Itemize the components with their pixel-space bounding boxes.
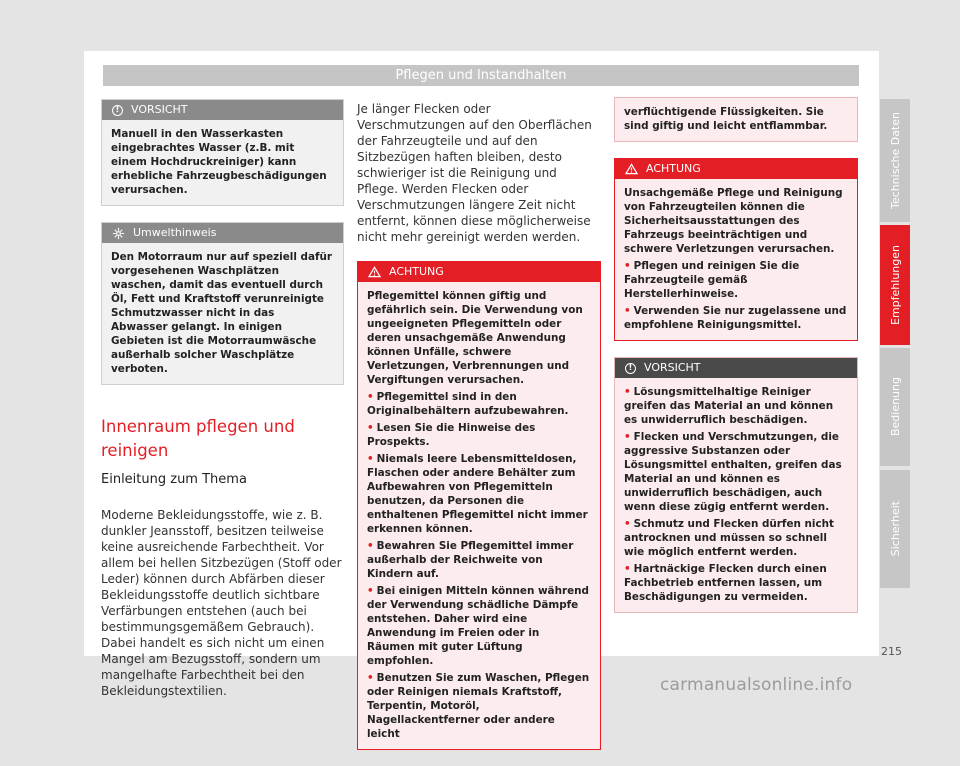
umwelt-label: Umwelthinweis [133, 226, 217, 239]
bullet-item: • Lesen Sie die Hinweise des Prospekts. [367, 422, 536, 448]
vorsicht-2-body [615, 378, 857, 612]
bullet-item: • Pflegen und reinigen Sie die Fahrzeugteile gemäß Herstellerhinweise. [624, 260, 800, 300]
tab-technische-daten[interactable]: Technische Daten [880, 99, 910, 222]
bullet-item: • Verwenden Sie nur zugelassene und empfohlene Reinigungsmittel. [624, 305, 847, 331]
cleaning-paragraph: Je länger Flecken oder Verschmutzungen auf den Oberflächen der Fahrzeugteile und auf den Sitzbezügen haften bleiben, desto schwieriger ist die Reinigung und Pflege. Werden Flecken oder Verschmutzungen längere Zeit nicht entfernt, können diese möglicherweise nicht mehr gereinigt werden werden. [357, 102, 592, 244]
achtung-continuation-box [614, 97, 858, 142]
achtung-1-body [358, 282, 600, 749]
bullet-item: • Hartnäckige Flecken durch einen Fachbetrieb entfernen lassen, um Beschädigungen zu vermeiden. [624, 563, 827, 603]
column-3 [614, 97, 858, 629]
umwelt-box-header [102, 223, 343, 243]
bullet-item: • Bewahren Sie Pflegemittel immer außerhalb der Reichweite von Kindern auf. [367, 540, 574, 580]
bullet-item: • Niemals leere Lebensmitteldosen, Flaschen oder andere Behälter zum Aufbewahren von Pflegemitteln benutzen, da Personen die enthaltenen Pflegemittel nicht immer erkennen können. [367, 453, 588, 535]
vorsicht-label: VORSICHT [131, 103, 188, 116]
vorsicht-text: Manuell in den Wasserkasten eingebrachtes Wasser (z.B. mit einem Hochdruckreiniger) kann erhebliche Fahrzeugbeschädigungen verursachen. [111, 128, 327, 196]
page-header: Pflegen und Instandhalten [103, 65, 859, 86]
bullet-item: • Bei einigen Mitteln können während der Verwendung schädliche Dämpfe entstehen. Daher wird eine Anwendung im Freien oder in Räumen mit guter Lüftung empfohlen. [367, 585, 589, 667]
achtung-1-label: ACHTUNG [389, 265, 444, 278]
vorsicht-box [101, 99, 344, 206]
achtung-box-1-header [358, 262, 600, 282]
subsection-title: Einleitung zum Thema [101, 472, 247, 487]
achtung-1-intro: Pflegemittel können giftig und gefährlich sein. Die Verwendung von ungeeigneten Pflegemitteln oder deren unsachgemäße Anwendung können Unfälle, schwere Verletzungen, Verbrennungen und Vergiftungen verursachen. [367, 290, 583, 386]
achtung-2-body [615, 179, 857, 340]
bullet-item: • Lösungsmittelhaltige Reiniger greifen das Material an und können es unwiderruflich beschädigen. [624, 386, 834, 426]
achtung-2-intro: Unsachgemäße Pflege und Reinigung von Fahrzeugteilen können die Sicherheitsausstattungen des Fahrzeugs beeinträchtigen und schwere Verletzungen verursachen. [624, 187, 843, 255]
vorsicht-2-label: VORSICHT [644, 361, 701, 374]
umwelt-box [101, 222, 344, 385]
tab-sicherheit[interactable]: Sicherheit [880, 470, 910, 588]
umwelt-text: Den Motorraum nur auf speziell dafür vorgesehenen Waschplätzen waschen, damit das eventuell durch Öl, Fett und Kraftstoff verunreinigte Schmutzwasser nicht in das Abwasser gelangt. In einigen Gebieten ist die Motorraumwäsche außerhalb solcher Waschplätze verboten. [111, 251, 333, 375]
tab-bedienung[interactable]: Bedienung [880, 348, 910, 466]
achtung-box-2 [614, 158, 858, 341]
bullet-item: • Schmutz und Flecken dürfen nicht antrocknen und müssen so schnell wie möglich entfernt werden. [624, 518, 834, 558]
column-2 [357, 101, 601, 766]
info-circle-icon: ! [625, 363, 636, 374]
vorsicht-box-header [102, 100, 343, 120]
watermark: carmanualsonline.info [660, 675, 853, 695]
achtung-2-label: ACHTUNG [646, 162, 701, 175]
bullet-item: • Benutzen Sie zum Waschen, Pflegen oder Reinigen niemals Kraftstoff, Terpentin, Motoröl, Nagellackentferner oder andere leicht [367, 672, 590, 740]
achtung-box-1 [357, 261, 601, 750]
umwelt-body [102, 243, 343, 384]
achtung-continuation-body [615, 98, 857, 141]
vorsicht-box-2 [614, 357, 858, 613]
tab-empfehlungen[interactable]: Empfehlungen [880, 225, 910, 345]
vorsicht-box-2-header [615, 358, 857, 378]
info-circle-icon: ! [112, 105, 123, 116]
section-title: Innenraum pflegen und reinigen [101, 417, 295, 460]
warning-triangle-icon [368, 266, 381, 278]
intro-paragraph: Moderne Bekleidungsstoffe, wie z. B. dunkler Jeansstoff, besitzen teilweise keine ausreichende Farbechtheit. Vor allem bei hellen Sitzbezügen (Stoff oder Leder) können durch Abfärben dieser Bekleidungsstoffe deutlich sichtbare Verfärbungen entstehen (auch bei bestimmungsgemäßem Gebrauch). Dabei handelt es sich nicht um einen Mangel am Bezugsstoff, sondern um mangelhafte Farbechtheit bei den Bekleidungstextilien. [101, 508, 342, 698]
page-number: 215 [881, 645, 902, 658]
bullet-item: • Pflegemittel sind in den Originalbehältern aufzubewahren. [367, 391, 569, 417]
warning-triangle-icon [625, 163, 638, 175]
achtung-box-2-header [615, 159, 857, 179]
bullet-item: • Flecken und Verschmutzungen, die aggressive Substanzen oder Lösungsmittel enthalten, greifen das Material an und können es unwiderruflich beschädigen, auch wenn diese zügig entfernt werden. [624, 431, 842, 513]
column-1 [101, 99, 344, 699]
achtung-continuation-text: verflüchtigende Flüssigkeiten. Sie sind giftig und leicht entflammbar. [624, 106, 828, 132]
vorsicht-body [102, 120, 343, 205]
environment-icon [112, 227, 125, 240]
